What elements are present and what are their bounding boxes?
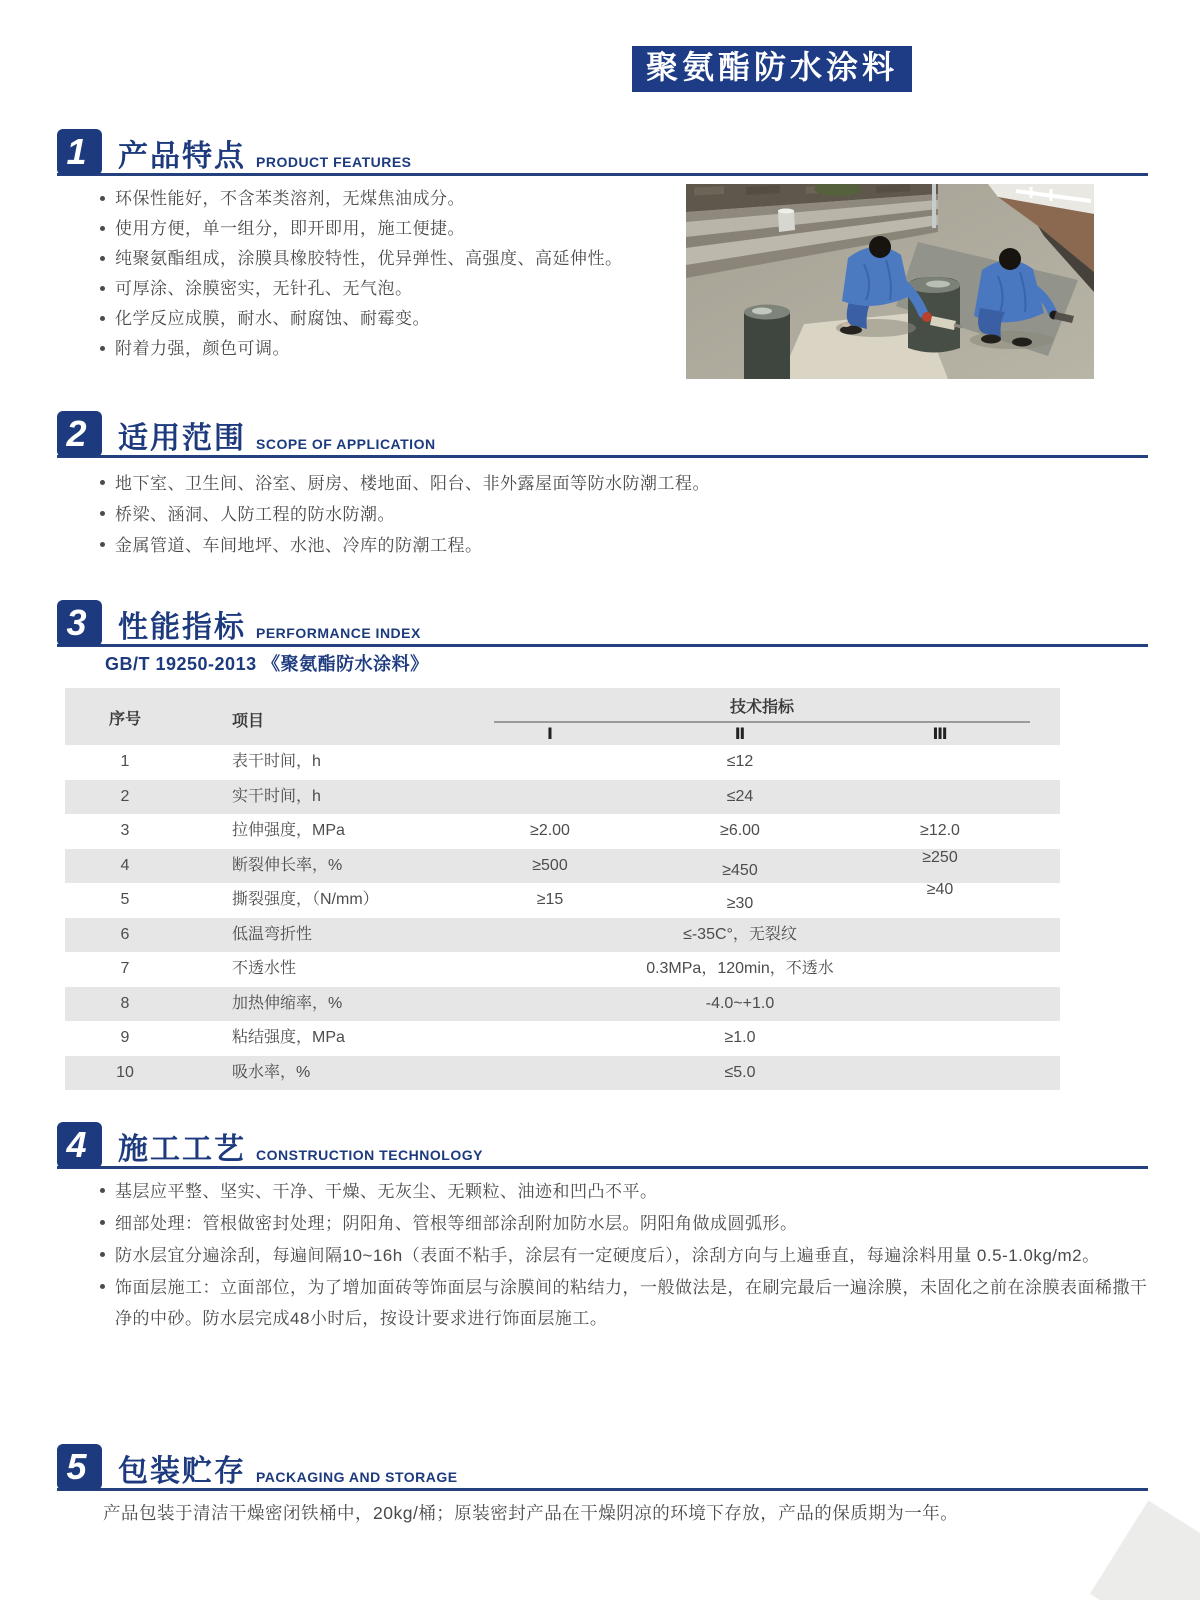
bullet-text: 附着力强，颜色可调。 xyxy=(115,339,290,358)
section-scope-header xyxy=(57,409,1148,458)
bullet-text: 防水层宜分遍涂刮，每遍间隔10~16h（表面不粘手，涂层有一定硬度后），涂刮方向与上遍垂直，每遍涂料用量 0.5-1.0kg/m2。 xyxy=(115,1246,1100,1265)
coating-barrel xyxy=(744,305,790,380)
bullet-dot xyxy=(100,1188,105,1193)
row-item: 加热伸缩率，% xyxy=(232,994,343,1012)
section-product-features-header xyxy=(57,127,1148,176)
bullet-dot xyxy=(100,226,105,231)
section-performance-header xyxy=(57,598,1148,647)
table-row xyxy=(65,918,1060,953)
bullet-item xyxy=(100,1272,1150,1334)
bullet-text: 化学反应成膜，耐水、耐腐蚀、耐霉变。 xyxy=(115,309,430,328)
row-value-all: -4.0~+1.0 xyxy=(705,994,775,1012)
red-glove xyxy=(922,312,932,322)
performance-table-header xyxy=(65,688,1060,745)
bullet-item xyxy=(100,334,680,364)
bullet-item xyxy=(100,184,680,214)
bullet-text: 纯聚氨酯组成，涂膜具橡胶特性，优异弹性、高强度、高延伸性。 xyxy=(115,249,623,268)
column-header-item: 项目 xyxy=(232,713,265,730)
bullet-text: 地下室、卫生间、浴室、厨房、楼地面、阳台、非外露屋面等防水防潮工程。 xyxy=(115,474,710,493)
row-value-all: 0.3MPa，120min，不透水 xyxy=(646,960,834,977)
bullet-item xyxy=(100,530,950,561)
bullet-item xyxy=(100,1240,1150,1271)
grade-column-1: Ⅰ xyxy=(547,726,553,743)
section-title-zh: 性能指标 xyxy=(118,611,246,644)
grade-column-2: Ⅱ xyxy=(734,726,746,743)
standard-reference: GB/T 19250-2013 《聚氨酯防水涂料》 xyxy=(105,654,429,674)
table-row xyxy=(65,780,1060,815)
row-value-grade2: ≥6.00 xyxy=(720,822,760,839)
row-index: 8 xyxy=(120,994,130,1012)
row-item: 拉伸强度，MPa xyxy=(232,822,345,839)
row-value-grade1: ≥2.00 xyxy=(530,822,570,839)
row-index: 9 xyxy=(120,1029,130,1046)
bullet-dot xyxy=(100,511,105,516)
table-row xyxy=(65,883,1060,918)
row-item: 撕裂强度，（N/mm） xyxy=(232,891,379,908)
bullet-dot xyxy=(100,316,105,321)
section-title-en: PACKAGING AND STORAGE xyxy=(256,1469,458,1485)
row-value-grade1: ≥500 xyxy=(532,856,568,874)
tech-header-divider xyxy=(494,721,1030,723)
row-value-all: ≤5.0 xyxy=(724,1063,756,1081)
bullet-dot xyxy=(100,1220,105,1225)
row-index: 3 xyxy=(120,822,130,839)
table-row xyxy=(65,1021,1060,1056)
section-title-zh: 产品特点 xyxy=(118,140,246,173)
row-value-grade3: ≥250 xyxy=(922,848,958,866)
column-header-tech: 技术指标 xyxy=(729,699,794,716)
page-title: 聚氨酯防水涂料 xyxy=(632,46,912,92)
row-index: 2 xyxy=(120,787,130,805)
bullet-dot xyxy=(100,346,105,351)
column-header-index: 序号 xyxy=(108,711,141,728)
paint-bucket xyxy=(778,209,795,233)
section-number-badge: 5 xyxy=(57,1444,102,1490)
bullet-text: 细部处理：管根做密封处理；阴阳角、管根等细部涂刮附加防水层。阴阳角做成圆弧形。 xyxy=(115,1214,798,1233)
row-value-grade3: ≥40 xyxy=(926,881,954,898)
row-index: 7 xyxy=(120,960,130,977)
section-number-badge: 2 xyxy=(57,411,102,457)
table-row xyxy=(65,952,1060,987)
grade-column-3: Ⅲ xyxy=(932,726,948,743)
table-row xyxy=(65,987,1060,1022)
row-index: 10 xyxy=(116,1063,134,1081)
row-value-grade1: ≥15 xyxy=(536,891,564,908)
row-index: 4 xyxy=(120,856,130,874)
section-title-zh: 施工工艺 xyxy=(118,1133,246,1166)
row-item: 实干时间，h xyxy=(232,787,321,805)
bullet-dot xyxy=(100,286,105,291)
row-index: 5 xyxy=(120,891,130,908)
row-item: 断裂伸长率，% xyxy=(232,856,343,874)
bullet-text: 桥梁、涵洞、人防工程的防水防潮。 xyxy=(115,505,395,524)
performance-table xyxy=(65,688,1060,1090)
row-item: 吸水率，% xyxy=(232,1063,311,1081)
product-features-list xyxy=(100,184,680,364)
section-title-en: PRODUCT FEATURES xyxy=(256,154,412,170)
bullet-item xyxy=(100,1176,1150,1207)
bullet-item xyxy=(100,468,950,499)
bullet-item xyxy=(100,304,680,334)
row-index: 1 xyxy=(120,753,130,770)
row-value-grade3: ≥12.0 xyxy=(920,822,960,839)
row-item: 不透水性 xyxy=(232,960,297,977)
bullet-text: 使用方便，单一组分，即开即用，施工便捷。 xyxy=(115,219,465,238)
section-number-badge: 4 xyxy=(57,1122,102,1168)
section-packaging-header xyxy=(57,1442,1148,1491)
table-row xyxy=(65,745,1060,780)
row-value-grade2: ≥30 xyxy=(726,895,754,912)
section-title-en: CONSTRUCTION TECHNOLOGY xyxy=(256,1147,483,1163)
bullet-dot xyxy=(100,1284,105,1289)
bullet-item xyxy=(100,214,680,244)
bullet-text: 基层应平整、坚实、干净、干燥、无灰尘、无颗粒、油迹和凹凸不平。 xyxy=(115,1182,658,1201)
bullet-text: 环保性能好，不含苯类溶剂，无煤焦油成分。 xyxy=(115,189,465,208)
section-title-zh: 适用范围 xyxy=(118,422,246,455)
section-title-en: SCOPE OF APPLICATION xyxy=(256,436,436,452)
section-construction-header xyxy=(57,1120,1148,1169)
row-value-all: ≥1.0 xyxy=(724,1029,756,1046)
row-value-grade2: ≥450 xyxy=(722,861,758,879)
bullet-text: 金属管道、车间地坪、水池、冷库的防潮工程。 xyxy=(115,536,483,555)
bullet-item xyxy=(100,274,680,304)
row-index: 6 xyxy=(120,925,130,943)
pole xyxy=(932,184,936,228)
section-number-badge: 1 xyxy=(57,129,102,175)
bullet-item xyxy=(100,499,950,530)
bullet-dot xyxy=(100,256,105,261)
row-value-all: ≤12 xyxy=(726,753,754,770)
scope-list xyxy=(100,468,950,561)
row-item: 低温弯折性 xyxy=(232,925,313,943)
bullet-text: 可厚涂、涂膜密实，无针孔、无气泡。 xyxy=(115,279,413,298)
section-title-zh: 包装贮存 xyxy=(118,1455,246,1488)
row-value-all: ≤24 xyxy=(726,787,754,805)
bullet-dot xyxy=(100,1252,105,1257)
packaging-text: 产品包装于清洁干燥密闭铁桶中，20kg/桶；原装密封产品在干燥阴凉的环境下存放，产品的保质期为一年。 xyxy=(103,1503,959,1523)
bullet-dot xyxy=(100,480,105,485)
bullet-item xyxy=(100,244,680,274)
bullet-text: 饰面层施工：立面部位，为了增加面砖等饰面层与涂膜间的粘结力，一般做法是，在刷完最后一遍涂膜，未固化之前在涂膜表面稀撒干净的中砂。防水层完成48小时后，按设计要求进行饰面层施工。 xyxy=(115,1278,1148,1328)
bullet-dot xyxy=(100,542,105,547)
bullet-item xyxy=(100,1208,1150,1239)
section-title-en: PERFORMANCE INDEX xyxy=(256,625,421,641)
construction-list xyxy=(100,1176,1150,1335)
row-item: 表干时间，h xyxy=(232,753,321,770)
row-item: 粘结强度，MPa xyxy=(232,1029,345,1046)
table-row xyxy=(65,1056,1060,1091)
row-value-all: ≤-35C°，无裂纹 xyxy=(683,925,797,943)
section-number-badge: 3 xyxy=(57,600,102,646)
roof-coating-photo xyxy=(686,184,1094,379)
performance-table-body xyxy=(65,745,1060,1090)
bullet-dot xyxy=(100,196,105,201)
coating-barrel xyxy=(908,277,960,353)
